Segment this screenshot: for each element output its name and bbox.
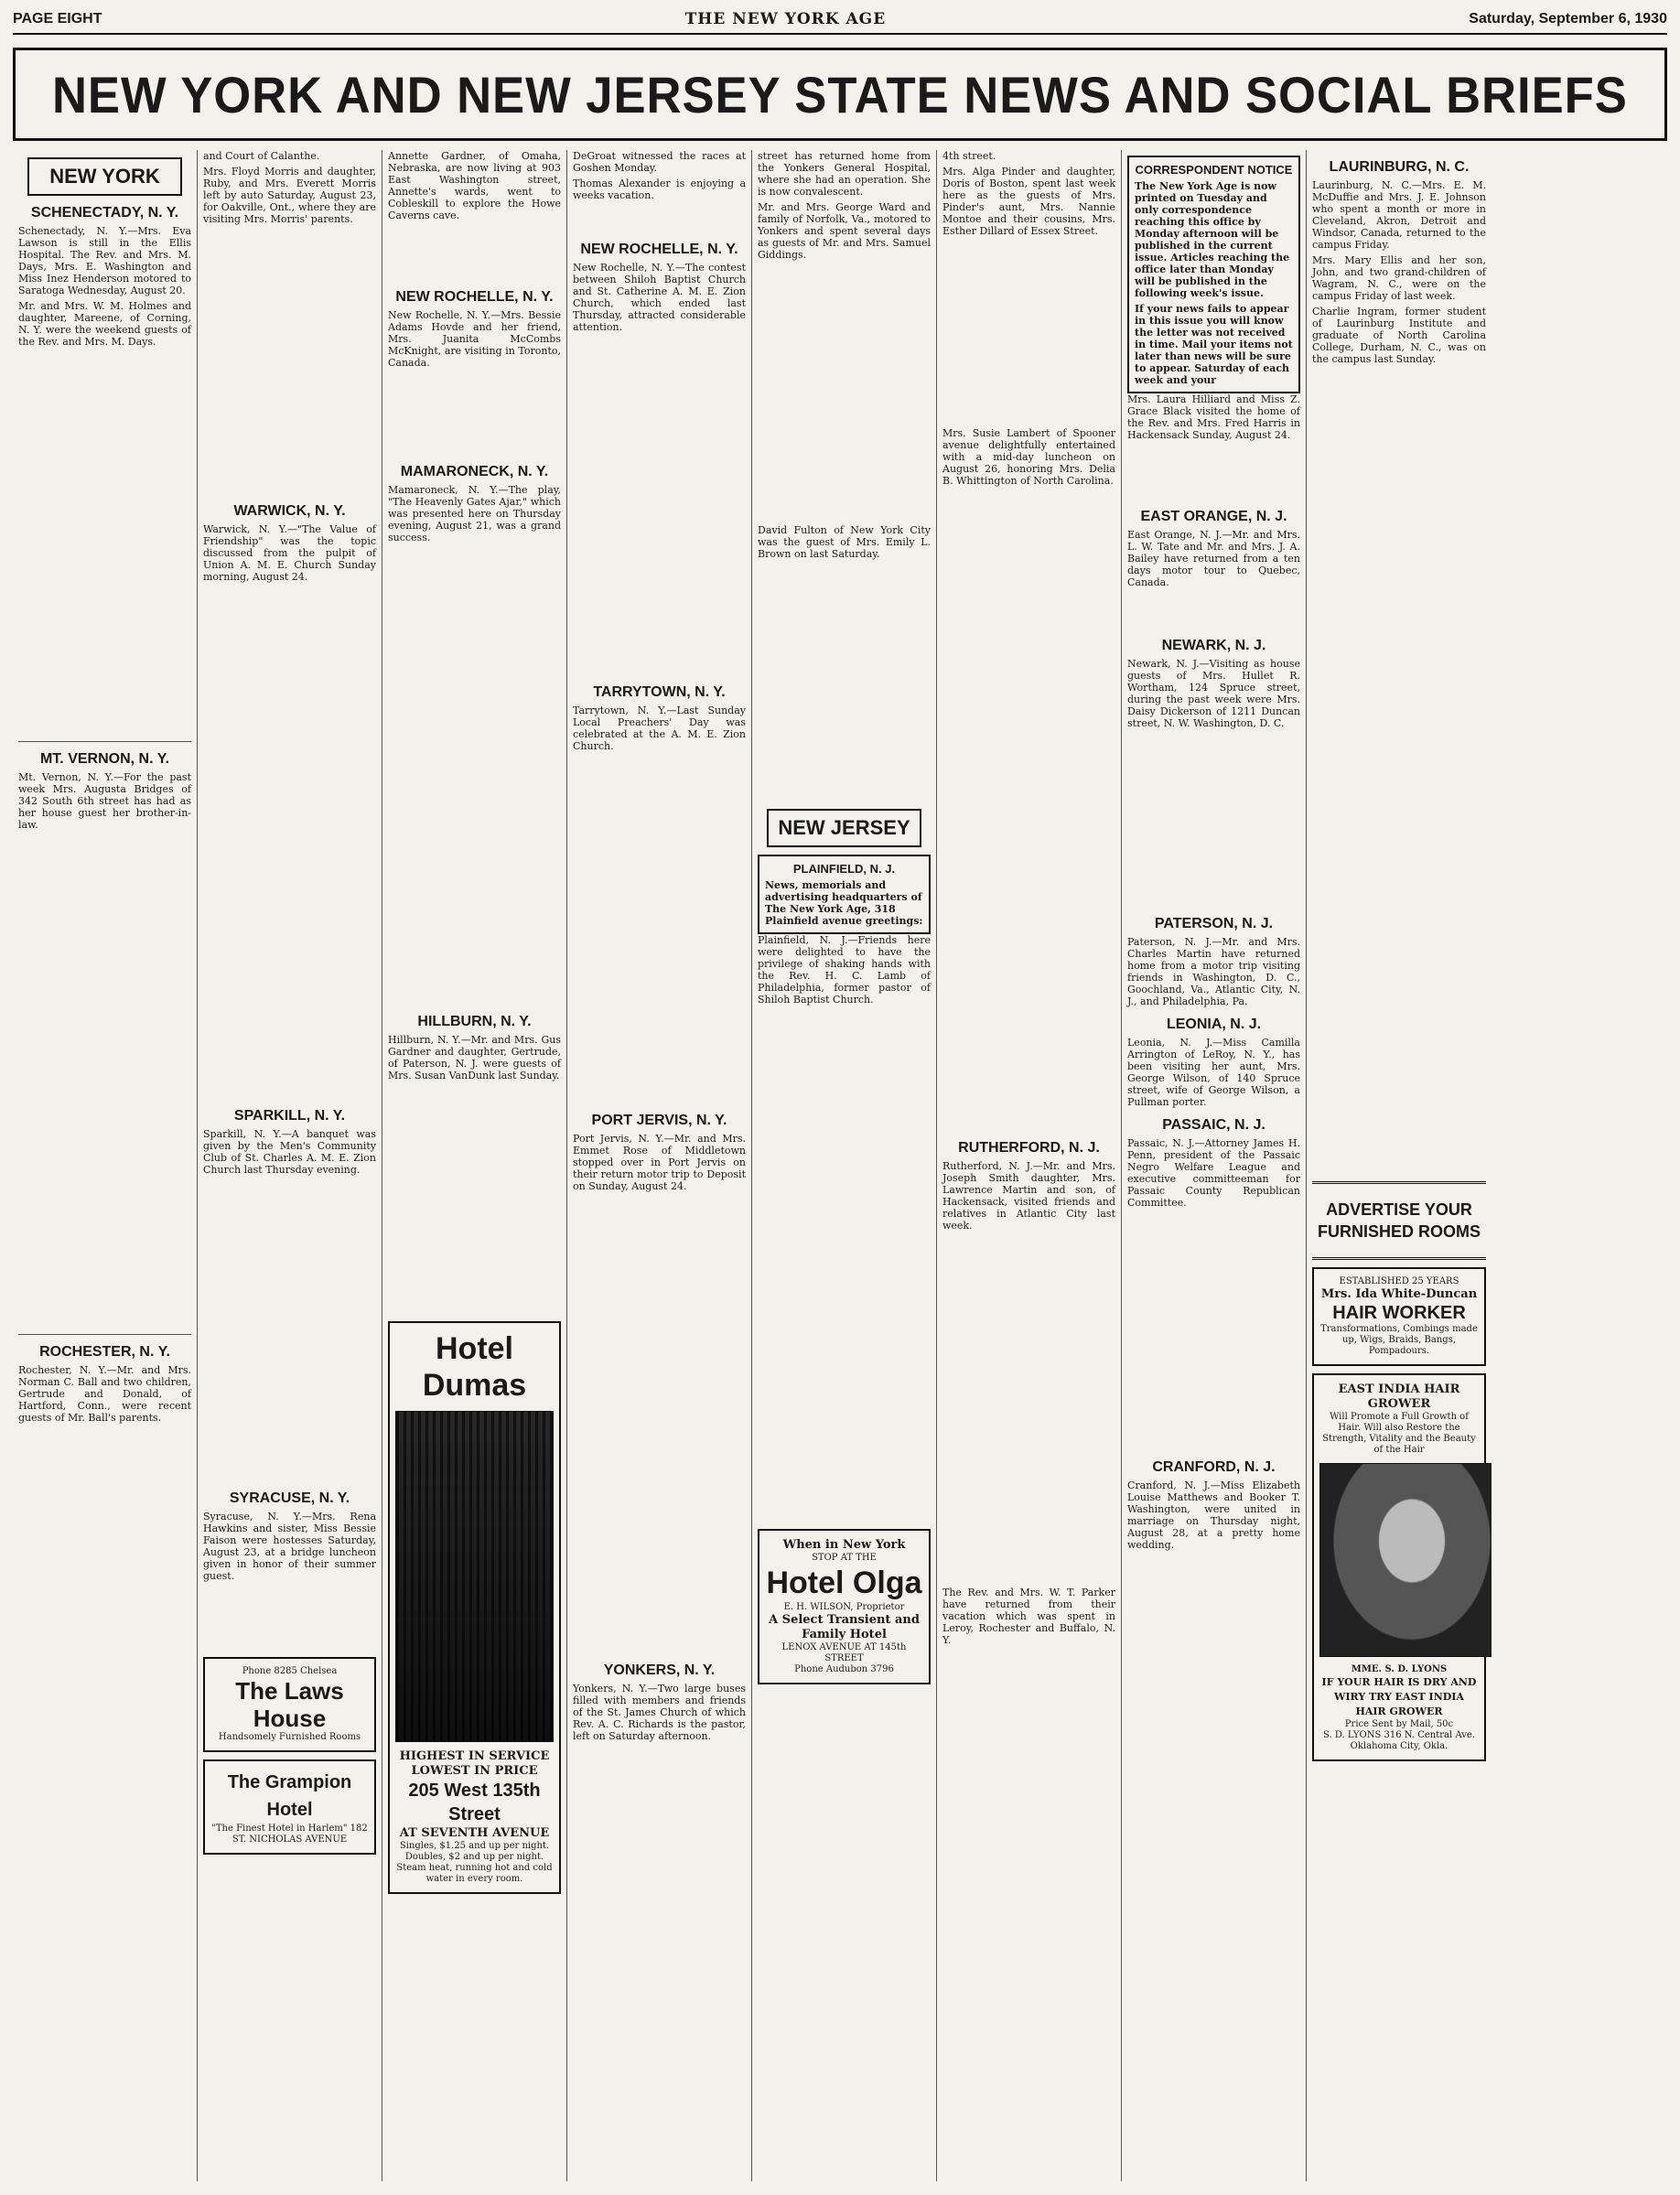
- grampion-hotel-ad: [203, 1759, 376, 1855]
- ad-line: Phone Audubon 3796: [794, 1664, 894, 1674]
- article-paragraph: DeGroat witnessed the races at Goshen Monday.: [573, 150, 746, 174]
- headline: ROCHESTER, N. Y.: [39, 1344, 170, 1360]
- article-paragraph: Sparkill, N. Y.—A banquet was given by the Men's Community Club of St. Charles A. M. E. Zion Church last Thursday evening.: [203, 1128, 376, 1176]
- ad-title: Hotel Olga: [766, 1566, 922, 1600]
- article-text-block: [1127, 445, 1300, 500]
- hotel-dumas-ad: [388, 1321, 561, 1894]
- article-text-block: [203, 1586, 376, 1650]
- advertise-rooms-ad: [1312, 1191, 1486, 1250]
- article-text-block: [758, 564, 931, 802]
- article-paragraph: Laurinburg, N. C.—Mrs. E. M. McDuffie and Mrs. J. E. Johnson who spent a month or more in Cleveland, Akron, Detroit and Windsor, Canada, returned to the campus Friday.: [1312, 179, 1486, 251]
- article-text-block: [758, 1009, 931, 1522]
- notice-body: The New York Age is now printed on Tuesday and only correspondence reaching this office by Monday afternoon will be published in the current issue. Articles reaching the office later than Monday will be published in the following week's issue.: [1135, 180, 1290, 299]
- headline: PORT JERVIS, N. Y.: [591, 1113, 727, 1128]
- section-new-jersey: NEW JERSEY: [767, 809, 921, 847]
- section-new-york: NEW YORK: [27, 157, 182, 196]
- notice-title: CORRESPONDENT NOTICE: [1135, 163, 1293, 177]
- article-paragraph: Port Jervis, N. Y.—Mr. and Mrs. Emmet Rose of Middletown stopped over in Port Jervis on their return motor trip to Deposit on Sunday, August 24.: [573, 1133, 746, 1192]
- column-3: [382, 150, 567, 2181]
- article-paragraph: and Court of Calanthe.: [203, 150, 320, 162]
- article-paragraph: Tarrytown, N. Y.—Last Sunday Local Preachers' Day was celebrated at the A. M. E. Zion Church.: [573, 705, 746, 752]
- column-6: [937, 150, 1122, 2181]
- article-paragraph: Schenectady, N. Y.—Mrs. Eva Lawson is still in the Ellis Hospital. The Rev. and Mrs. M. Days, Mrs. E. Washington and Miss Inez Henderson motored to Saratoga Wednesday, August 20.: [18, 225, 191, 296]
- ad-address: 205 West 135th Street: [408, 1781, 541, 1824]
- headline: EAST ORANGE, N. J.: [1140, 509, 1287, 524]
- article-text-block: [573, 337, 746, 675]
- article-text-block: [573, 1196, 746, 1653]
- laws-house-ad: [203, 1657, 376, 1752]
- article-paragraph: Rochester, N. Y.—Mr. and Mrs. Norman C. Ball and two children, Gertrude and Donald, of Hartford, Conn., were recent guests of Mr. Ball's parents.: [18, 1364, 191, 1424]
- headline: MT. VERNON, N. Y.: [39, 751, 170, 767]
- ad-line: LENOX AVENUE AT 145th STREET: [781, 1642, 907, 1663]
- article-text-block: [573, 756, 746, 1103]
- ad-title: The Grampion Hotel: [227, 1772, 352, 1820]
- article-text-block: [1312, 369, 1486, 1174]
- ad-phone: Phone 8285 Chelsea: [242, 1666, 338, 1676]
- article-text-block: [942, 241, 1115, 424]
- headline: TARRYTOWN, N. Y.: [593, 684, 726, 700]
- article-paragraph: street has returned home from the Yonkers General Hospital, where she had an operation. She is now convalescent.: [758, 150, 931, 198]
- article-paragraph: Mrs. Laura Hilliard and Miss Z. Grace Black visited the home of the Rev. and Mrs. Fred Harris in Hackensack Sunday, August 24.: [1127, 393, 1300, 441]
- article-text-block: [203, 586, 376, 1099]
- ad-line: A Select Transient and Family Hotel: [769, 1613, 920, 1641]
- article-text-block: [758, 264, 931, 521]
- ad-line: Transformations, Combings made up, Wigs, Braids, Bangs, Pompadours.: [1320, 1324, 1478, 1356]
- article-paragraph: Mt. Vernon, N. Y.—For the past week Mrs. Augusta Bridges of 342 South 6th street has had as her house guest her brother-in-law.: [18, 771, 191, 831]
- portrait-photo: [1319, 1463, 1492, 1657]
- correspondent-notice: [1127, 156, 1300, 393]
- article-paragraph: Leonia, N. J.—Miss Camilla Arrington of LeRoy, N. Y., has been visiting her aunt, Mrs. George Wilson, of 140 Spruce street, wife of George Wilson, a Pullman porter.: [1127, 1037, 1300, 1108]
- ad-title: The Laws House: [235, 1677, 344, 1732]
- ad-line: Singles, $1.25 and up per night. Doubles, $2 and up per night.: [399, 1841, 550, 1862]
- article-paragraph: Mamaroneck, N. Y.—The play, "The Heavenly Gates Ajar," which was presented here on Thursday evening, August 21, was a grand success.: [388, 484, 561, 543]
- article-paragraph: East Orange, N. J.—Mr. and Mrs. L. W. Tate and Mr. and Mrs. J. A. Bailey have returned from a ten days motor tour to Quebec, Canada.: [1127, 529, 1300, 588]
- ad-line: E. H. WILSON, Proprietor: [783, 1602, 905, 1612]
- article-paragraph: Charlie Ingram, former student of Laurinburg Institute and graduate of North Carolina College, Durham, N. C., was on the campus last Sunday.: [1312, 306, 1486, 365]
- plainfield-box: [758, 855, 931, 934]
- ad-line: IF YOUR HAIR IS DRY AND WIRY TRY EAST INDIA HAIR GROWER: [1321, 1676, 1477, 1717]
- east-india-hair-grower-ad: [1312, 1373, 1486, 1761]
- headline: SPARKILL, N. Y.: [233, 1108, 346, 1124]
- article-paragraph: Paterson, N. J.—Mr. and Mrs. Charles Martin have returned home from a motor trip visiting friends in Washington, D. C., Goochland, Va., Atlantic City, N. J., and Philadelphia, Pa.: [1127, 936, 1300, 1007]
- headline: SCHENECTADY, N. Y.: [30, 205, 179, 221]
- ad-title: HAIR WORKER: [1332, 1303, 1466, 1323]
- ad-name: Mrs. Ida White-Duncan: [1320, 1287, 1478, 1301]
- article-text-block: [203, 229, 376, 494]
- article-text-block: [388, 372, 561, 455]
- article-paragraph: Plainfield, N. J.—Friends here were delighted to have the privilege of shaking hands with the Rev. H. C. Lamb of Philadelphia, former pastor of Shiloh Baptist Church.: [758, 934, 931, 1006]
- page-banner: [13, 48, 1667, 141]
- column-8: [1307, 150, 1492, 2181]
- article-paragraph: Annette Gardner, of Omaha, Nebraska, are now living at 903 East Washington street, Annette's wards, went to Cobleskill to explore the Howe Caverns cave.: [388, 150, 561, 221]
- article-columns: [13, 150, 1667, 2181]
- article-text-block: [942, 490, 1115, 1131]
- headline: LEONIA, N. J.: [1166, 1017, 1262, 1032]
- ad-line: ESTABLISHED 25 YEARS: [1339, 1276, 1459, 1286]
- headline: PLAINFIELD, N. J.: [792, 862, 896, 876]
- article-text-block: [1127, 733, 1300, 907]
- ad-line: Steam heat, running hot and cold water in every room.: [396, 1863, 553, 1884]
- headline: NEW ROCHELLE, N. Y.: [395, 289, 554, 305]
- article-text-block: [203, 1179, 376, 1481]
- column-4: [567, 150, 752, 2181]
- headline: YONKERS, N. Y.: [603, 1662, 716, 1678]
- article-paragraph: Mrs. Mary Ellis and her son, John, and two grand-children of Wagram, N. C., were on the campus Friday of last week.: [1312, 254, 1486, 302]
- article-paragraph: Mr. and Mrs. George Ward and family of Norfolk, Va., motored to Yonkers and spent several days as guests of Mr. and Mrs. Samuel Giddings.: [758, 201, 931, 261]
- article-paragraph: Yonkers, N. Y.—Two large buses filled with members and friends of the St. James Church of which Rev. A. C. Richards is the pastor, left on Saturday afternoon.: [573, 1683, 746, 1742]
- article-paragraph: Mrs. Floyd Morris and daughter, Ruby, and Mrs. Everett Morris left by auto Saturday, August 23, for Oakville, Ont., where they are visiting Mrs. Morris' parents.: [203, 166, 376, 225]
- headline: SYRACUSE, N. Y.: [229, 1490, 350, 1506]
- article-paragraph: Hillburn, N. Y.—Mr. and Mrs. Gus Gardner and daughter, Gertrude, of Paterson, N. J. were guests of Mrs. Susan VanDunk last Sunday.: [388, 1034, 561, 1081]
- headline: NEW ROCHELLE, N. Y.: [580, 242, 738, 257]
- article-paragraph: Syracuse, N. Y.—Mrs. Rena Hawkins and sister, Miss Bessie Faison were hostesses Saturday, August 23, at a bridge luncheon given in honor of their summer guest.: [203, 1511, 376, 1582]
- ad-rule: [1312, 1257, 1486, 1260]
- article-text-block: [18, 834, 191, 1329]
- headline: CRANFORD, N. J.: [1152, 1459, 1276, 1475]
- ad-line: Will Promote a Full Growth of Hair. Will also Restore the Strength, Vitality and the Beauty of the Hair: [1322, 1412, 1476, 1455]
- ad-price: Price Sent by Mail, 50c: [1344, 1719, 1454, 1729]
- article-paragraph: Rutherford, N. J.—Mr. and Mrs. Joseph Smith daughter, Mrs. Lawrence Martin and son, of Hackensack, visited friends and relatives in Atlantic City last week.: [942, 1160, 1115, 1232]
- ad-subtitle: "The Finest Hotel in Harlem" 182 ST. NICHOLAS AVENUE: [211, 1824, 368, 1845]
- notice-body: If your news fails to appear in this issue you will know the letter was not received in time. Mail your items not later than news will be sure to appear. Saturday of each week and your: [1135, 303, 1293, 386]
- headline: LAURINBURG, N. C.: [1329, 159, 1470, 175]
- article-text-block: [573, 205, 746, 232]
- banner-title: NEW YORK AND NEW JERSEY STATE NEWS AND SOCIAL BRIEFS: [52, 65, 1628, 124]
- masthead-strip: [13, 5, 1667, 35]
- photo-caption: MME. S. D. LYONS: [1351, 1664, 1448, 1674]
- article-paragraph: Newark, N. J.—Visiting as house guests of Mrs. Hullet R. Wortham, 124 Spruce street, during the past week were Mrs. Daisy Dickerson of 1211 Duncan street, N. W. Washington, D. C.: [1127, 658, 1300, 729]
- column-5: [752, 150, 937, 2181]
- article-text-block: [18, 351, 191, 736]
- ad-line: HIGHEST IN SERVICE LOWEST IN PRICE: [399, 1749, 550, 1778]
- article-paragraph: Mr. and Mrs. W. M. Holmes and daughter, Mareene, of Corning, N. Y. were the weekend guests of the Rev. and Mrs. M. Days.: [18, 300, 191, 348]
- ad-rule: [1312, 1181, 1486, 1184]
- article-paragraph: David Fulton of New York City was the guest of Mrs. Emily L. Brown on last Saturday.: [758, 524, 931, 560]
- ad-title: EAST INDIA HAIR GROWER: [1338, 1383, 1460, 1411]
- article-text-block: [388, 225, 561, 280]
- article-paragraph: New Rochelle, N. Y.—Mrs. Bessie Adams Hovde and her friend, Mrs. Juanita McCombs McKnight, are visiting in Toronto, Canada.: [388, 309, 561, 369]
- article-paragraph: New Rochelle, N. Y.—The contest between Shiloh Baptist Church and St. Catherine A. M. E. Zion Church, which ended last Thursday, attracted considerable attention.: [573, 262, 746, 333]
- article-text-block: [942, 1235, 1115, 1583]
- notice-body: News, memorials and advertising headquarters of The New York Age, 318 Plainfield avenue greetings:: [765, 879, 923, 927]
- headline: WARWICK, N. Y.: [233, 503, 346, 519]
- headline: PASSAIC, N. J.: [1162, 1117, 1265, 1133]
- article-paragraph: Warwick, N. Y.—"The Value of Friendship" was the topic discussed from the pulpit of Union A. M. E. Church Sunday morning, August 24.: [203, 523, 376, 583]
- hotel-olga-ad: [758, 1529, 931, 1684]
- headline: NEWARK, N. J.: [1161, 638, 1266, 653]
- ad-line: STOP AT THE: [812, 1553, 877, 1563]
- article-paragraph: Mrs. Susie Lambert of Spooner avenue delightfully entertained with a mid-day luncheon on August 26, honoring Mrs. Delia B. Whittington of North Carolina.: [942, 427, 1115, 487]
- ad-address: S. D. LYONS 316 N. Central Ave. Oklahoma City, Okla.: [1323, 1730, 1475, 1751]
- hotel-building-photo: [395, 1411, 554, 1742]
- headline: MAMARONECK, N. Y.: [400, 464, 549, 479]
- article-paragraph: Passaic, N. J.—Attorney James H. Penn, president of the Passaic Negro Welfare League and executive committeeman for Passaic County Republican Committee.: [1127, 1137, 1300, 1209]
- ad-line: When in New York: [782, 1538, 906, 1552]
- headline: PATERSON, N. J.: [1154, 916, 1274, 931]
- hair-worker-ad: [1312, 1267, 1486, 1366]
- article-text-block: [1127, 1212, 1300, 1450]
- page-label: PAGE EIGHT: [13, 11, 102, 27]
- column-1: [13, 150, 198, 2181]
- article-paragraph: Cranford, N. J.—Miss Elizabeth Louise Matthews and Booker T. Washington, were united in marriage on Thursday night, August 28, at a pretty home wedding.: [1127, 1479, 1300, 1551]
- column-rule: [18, 1334, 191, 1335]
- article-paragraph: Mrs. Alga Pinder and daughter, Doris of Boston, spent last week here as the guests of Mrs. Pinder's aunt, Mrs. Nannie Montoe and their cousins, Mrs. Esther Dillard of Essex Street.: [942, 166, 1115, 237]
- column-7: [1122, 150, 1307, 2181]
- article-text-block: [388, 1085, 561, 1314]
- ad-title: Hotel Dumas: [422, 1331, 527, 1403]
- headline: HILLBURN, N. Y.: [417, 1014, 532, 1029]
- article-paragraph: 4th street.: [942, 150, 996, 162]
- column-2: [198, 150, 382, 2181]
- article-paragraph: The Rev. and Mrs. W. T. Parker have returned from their vacation which was spent in Leroy, Rochester and Buffalo, N. Y.: [942, 1587, 1115, 1646]
- ad-line: AT SEVENTH AVENUE: [399, 1826, 550, 1840]
- article-text-block: [1127, 592, 1300, 629]
- article-paragraph: Thomas Alexander is enjoying a weeks vacation.: [573, 178, 746, 201]
- article-text-block: [388, 547, 561, 1005]
- ad-title: ADVERTISE YOUR FURNISHED ROOMS: [1318, 1200, 1481, 1241]
- paper-name: THE NEW YORK AGE: [684, 10, 887, 28]
- issue-date: Saturday, September 6, 1930: [1469, 11, 1667, 27]
- ad-subtitle: Handsomely Furnished Rooms: [218, 1732, 361, 1742]
- headline: RUTHERFORD, N. J.: [958, 1140, 1100, 1156]
- column-rule: [18, 741, 191, 742]
